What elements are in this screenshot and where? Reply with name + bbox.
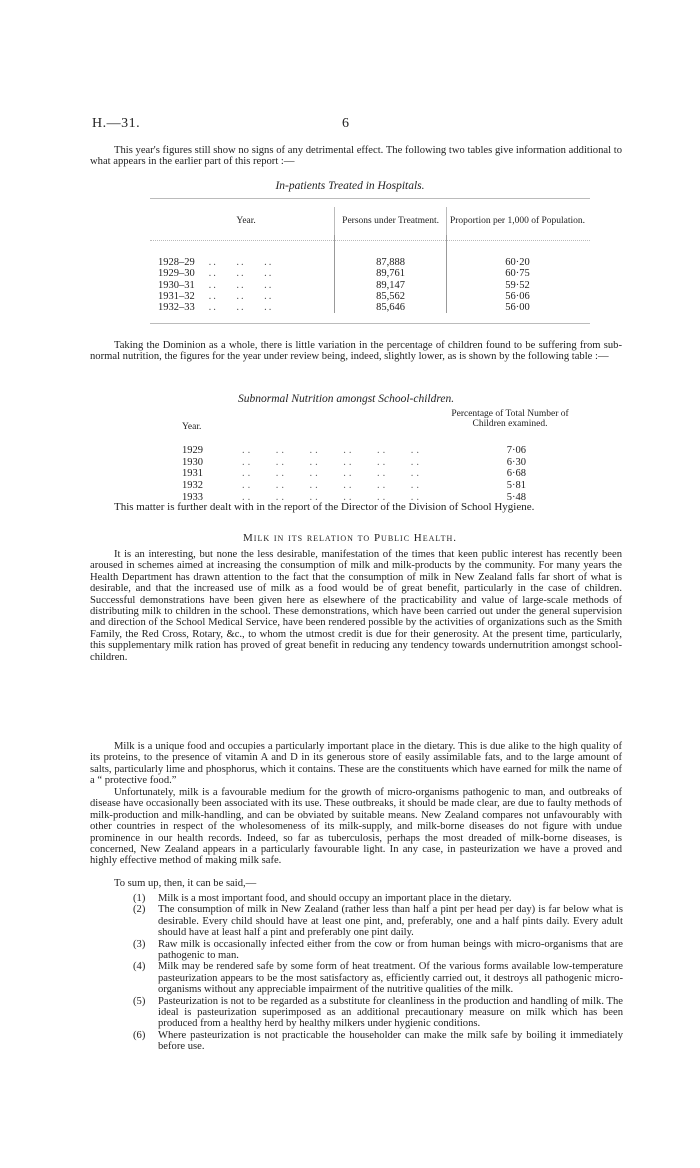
row-year: 1932–33 bbox=[158, 302, 195, 314]
row-percentage: 6·30 bbox=[506, 456, 526, 468]
list-item bbox=[133, 996, 623, 1030]
row-percentage: 5·81 bbox=[506, 480, 526, 492]
item-number: (4) bbox=[133, 961, 146, 973]
body-paragraph-1: It is an interesting, but none the less desirable, manifestation of the times that keen public interest has recently been aroused in schemes aimed at increasing the consumption of milk and milk-products by the community. For many years the Health Department has drawn attention to the fact that the consumption of milk in New Zealand falls far short of what is desirable, and that the increased use of milk as a food would be of great benefit, particularly in the case of children. Successful demonstrations have been given here as elsewhere of the practicability and value of large-scale methods of distributing milk to children in the school. These demonstrations, which have been carried out under the general supervision and direction of the School Medical Service, have been rendered possible by the activities of organizations such as the Smith Family, the Red Cross, Rotary, &c., to whom the utmost credit is due for their generosity. At the present time, particularly, this supplementary milk ration has proved of great benefit in reducing any tendency towards undernutrition amongst school-children. bbox=[90, 549, 622, 663]
list-item bbox=[133, 893, 623, 904]
table-row bbox=[158, 302, 588, 313]
row-year: 1929–30 bbox=[158, 268, 195, 280]
row-year: 1930–31 bbox=[158, 279, 195, 291]
item-number: (6) bbox=[133, 1029, 146, 1041]
row-year: 1929 bbox=[182, 445, 203, 456]
row-persons: 85,646 bbox=[335, 302, 447, 313]
row-year: 1928–29 bbox=[158, 257, 195, 268]
section-title-text: Milk in its relation to Public Health. bbox=[243, 532, 457, 544]
col-header-proportion: Proportion per 1,000 of Population. bbox=[446, 207, 588, 235]
leader-dots: .. .. .. .. .. .. bbox=[242, 480, 422, 492]
subnormal-nutrition-table bbox=[182, 445, 526, 504]
leader-dots: .. .. .. bbox=[194, 268, 274, 280]
school-hygiene-note: This matter is further dealt with in the report of the Director of the Division of School Hygiene. bbox=[114, 501, 535, 513]
row-persons: 85,562 bbox=[335, 291, 447, 302]
row-persons: 89,761 bbox=[335, 268, 447, 279]
leader-dots: .. .. .. bbox=[194, 290, 274, 302]
leader-dots: .. .. .. bbox=[194, 279, 274, 291]
item-text: Pasteurization is not to be regarded as a substitute for cleanliness in the production and handling of milk. The ideal is pasteurization superimposed as an additional precautionary measure on milk which has been produced from a healthy herd by healthy milkers under hygienic conditions. bbox=[158, 995, 623, 1030]
row-percentage: 6·68 bbox=[506, 468, 526, 480]
section-heading bbox=[0, 532, 700, 544]
body-paragraph-2: Milk is a unique food and occupies a particularly important place in the dietary. This is due alike to the high quality of its proteins, to the presence of vitamin A and D in its generous store of easily assimilable fats, and to the large amount of salts, particularly lime and phosphorus, which it contains. These are the constituents which have earned for milk the name of a “ protective food.” bbox=[90, 741, 622, 787]
table-row bbox=[182, 445, 526, 457]
item-text: The consumption of milk in New Zealand (rather less than half a pint per head per day) is far below what is desirable. Every child should have at least one pint, and, preferably, one and a half pints daily. Every adult should have at least half a pint and preferably one pint daily. bbox=[158, 904, 623, 939]
col-header-year: Year. bbox=[236, 216, 256, 226]
item-text: Where pasteurization is not practicable the householder can make the milk safe by boiling it immediately before use. bbox=[158, 1029, 623, 1053]
item-text: Raw milk is occasionally infected either from the cow or from human beings with micro-organisms that are pathogenic to man. bbox=[158, 938, 623, 962]
row-persons: 87,888 bbox=[335, 257, 447, 268]
row-proportion: 59·52 bbox=[446, 280, 588, 291]
leader-dots: .. .. .. .. .. .. bbox=[242, 491, 422, 503]
table-row bbox=[158, 257, 588, 268]
table-row bbox=[158, 291, 588, 302]
leader-dots: .. .. .. .. .. .. bbox=[242, 445, 422, 456]
page-number: 6 bbox=[342, 116, 349, 131]
item-number: (3) bbox=[133, 938, 146, 950]
table-row bbox=[158, 268, 588, 279]
row-proportion: 56·06 bbox=[446, 291, 588, 302]
list-item bbox=[133, 1030, 623, 1053]
table1-bottom-rule bbox=[150, 323, 590, 324]
table1-header-rule bbox=[150, 240, 590, 241]
leader-dots: .. .. .. .. .. .. bbox=[242, 456, 422, 468]
leader-dots: .. .. .. bbox=[194, 257, 274, 268]
row-proportion: 56·00 bbox=[446, 302, 588, 313]
list-item bbox=[133, 904, 623, 938]
list-item bbox=[133, 961, 623, 995]
row-year: 1933 bbox=[182, 491, 203, 503]
table1-top-rule bbox=[150, 198, 590, 199]
intro-paragraph: This year's figures still show no signs of any detrimental effect. The following two tables give information additional to what appears in the earlier part of this report :— bbox=[90, 145, 622, 168]
body-paragraph-4: To sum up, then, it can be said,— bbox=[114, 878, 257, 889]
row-proportion: 60·20 bbox=[446, 257, 588, 268]
row-proportion: 60·75 bbox=[446, 268, 588, 279]
table2-col-percentage: Percentage of Total Number of Children examined. bbox=[451, 409, 569, 429]
item-number: (2) bbox=[133, 904, 146, 916]
table-row bbox=[158, 280, 588, 291]
item-number: (1) bbox=[133, 893, 146, 904]
col-header-persons: Persons under Treatment. bbox=[335, 207, 447, 235]
table-row bbox=[182, 480, 526, 492]
table-row bbox=[182, 468, 526, 480]
row-year: 1931 bbox=[182, 468, 203, 480]
report-code: H.—31. bbox=[92, 116, 141, 131]
hospital-inpatients-table bbox=[158, 207, 588, 313]
body-paragraph-3: Unfortunately, milk is a favourable medium for the growth of micro-organisms pathogenic to man, and outbreaks of disease have occasionally been associated with its use. These outbreaks, it should be made clear, are due to faulty methods of milk-production and milk-handling, and can be obviated by suitable means. New Zealand compares not unfavourably with other countries in respect of the wholesomeness of its milk-supply, and milk-borne diseases do not figure with undue prominence in our health records. Indeed, so far as tuberculosis, perhaps the most dreaded of milk-borne diseases, is concerned, New Zealand appears in a particularly favourable light. In any case, in pasteurization we have a proved and highly effective method of making milk safe. bbox=[90, 787, 622, 867]
row-percentage: 5·48 bbox=[506, 491, 526, 503]
nutrition-intro-paragraph: Taking the Dominion as a whole, there is little variation in the percentage of children found to be suffering from sub-normal nutrition, the figures for the year under review being, indeed, slightly lower, as is shown by the following table :— bbox=[90, 340, 622, 363]
leader-dots: .. .. .. bbox=[194, 302, 274, 314]
table-row bbox=[182, 457, 526, 469]
summary-list bbox=[133, 893, 623, 1053]
table1-caption: In-patients Treated in Hospitals. bbox=[275, 180, 425, 192]
table2-col-year: Year. bbox=[182, 422, 202, 432]
item-text: Milk is a most important food, and should occupy an important place in the dietary. bbox=[158, 893, 512, 904]
list-item bbox=[133, 939, 623, 962]
leader-dots: .. .. .. .. .. .. bbox=[242, 468, 422, 480]
item-text: Milk may be rendered safe by some form of heat treatment. Of the various forms available low-temperature pasteurization appears to be the most satisfactory as, efficiently carried out, it destroys all pathogenic micro-organisms without any appreciable impairment of the nutritive qualities of the milk. bbox=[158, 961, 623, 996]
row-percentage: 7·06 bbox=[506, 445, 526, 456]
row-year: 1930 bbox=[182, 456, 203, 468]
item-number: (5) bbox=[133, 995, 146, 1007]
table2-caption: Subnormal Nutrition amongst School-children. bbox=[238, 393, 455, 405]
row-year: 1932 bbox=[182, 480, 203, 492]
row-year: 1931–32 bbox=[158, 290, 195, 302]
row-persons: 89,147 bbox=[335, 280, 447, 291]
